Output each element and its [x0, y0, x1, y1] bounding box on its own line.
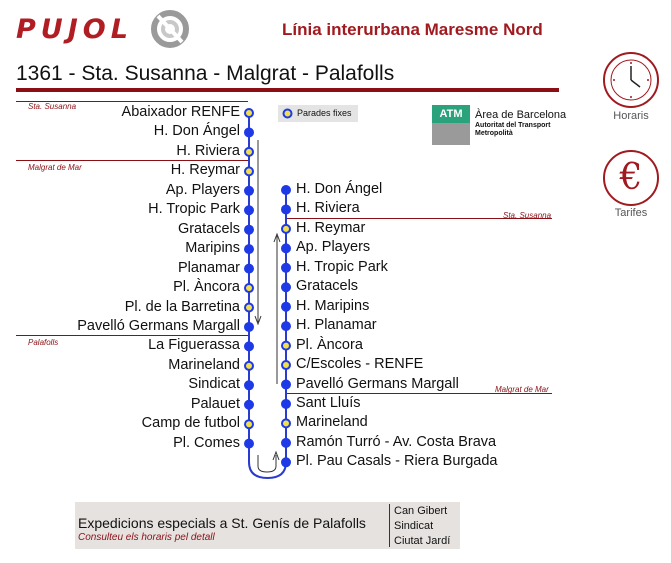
fixed-stop-marker [245, 109, 253, 117]
return-stop-name: H. Planamar [296, 317, 377, 334]
outbound-stop-name: H. Tropic Park [148, 201, 240, 218]
return-stop-name: Ramón Turró - Av. Costa Brava [296, 433, 497, 450]
return-stop-name: H. Riviera [296, 200, 360, 217]
stop-marker [245, 226, 253, 234]
return-stop-name: Pavelló Germans Margall [296, 375, 459, 392]
special-stop: Ciutat Jardí [394, 535, 451, 547]
stop-marker [282, 244, 290, 252]
clock-icon [605, 54, 657, 106]
euro-icon: € [619, 157, 643, 198]
fixed-stop-marker [282, 419, 290, 427]
fixed-stop-marker [245, 420, 253, 428]
stop-marker [245, 206, 253, 214]
outbound-stop-name: La Figuerassa [148, 337, 240, 354]
fixed-stop-marker [245, 362, 253, 370]
return-stop-name: H. Tropic Park [296, 258, 388, 275]
schedule-button[interactable] [603, 52, 659, 108]
stop-marker [282, 186, 290, 194]
outbound-stop-name: H. Riviera [176, 142, 240, 159]
outbound-stop-name: Palauet [190, 395, 240, 412]
stop-marker [245, 440, 253, 448]
stop-marker [245, 245, 253, 253]
stop-marker [282, 322, 290, 330]
fixed-stop-marker [245, 304, 253, 312]
stop-marker [245, 187, 253, 195]
outbound-stop-name: Maripins [185, 240, 240, 257]
return-stop-name: Ap. Players [296, 239, 371, 256]
legend-label: Parades fixes [297, 108, 352, 118]
stop-marker [282, 303, 290, 311]
outbound-stop-name: Gratacels [177, 220, 240, 237]
special-note: Consulteu els horaris pel detall [78, 532, 215, 543]
outbound-stop-name: Planamar [177, 259, 240, 276]
outbound-stop-name: Ap. Players [165, 181, 240, 198]
atm-title: Àrea de Barcelona [475, 109, 567, 121]
stop-marker [282, 205, 290, 213]
zone-label-right: Malgrat de Mar [495, 385, 549, 394]
stop-marker [282, 400, 290, 408]
stop-marker [282, 264, 290, 272]
outbound-stop-name: Pl. Comes [173, 434, 240, 451]
outbound-stop-name: Pl. de la Barretina [124, 298, 240, 315]
stop-marker [245, 323, 253, 331]
line-name: Línia interurbana Maresme Nord [282, 20, 543, 39]
return-stop-name: C/Escoles - RENFE [296, 356, 424, 373]
stop-marker [282, 439, 290, 447]
zone-label-left: Sta. Susanna [28, 102, 77, 111]
return-stop-name: Pl. Pau Casals - Riera Burgada [296, 453, 498, 470]
pujol-logo: PUJOL [16, 14, 133, 45]
special-stop: Sindicat [394, 520, 434, 532]
fixed-stop-marker [282, 342, 290, 350]
stop-marker [245, 381, 253, 389]
return-stop-name: Gratacels [296, 278, 359, 295]
stop-marker [282, 458, 290, 466]
atm-subtitle: Autoritat del Transport Metropolità [475, 122, 551, 137]
zone-label-right: Sta. Susanna [503, 211, 552, 220]
u-turn-arrow [258, 455, 276, 472]
fares-label[interactable]: Tarifes [614, 207, 648, 219]
return-stop-name: H. Maripins [296, 297, 370, 314]
stop-marker [245, 265, 253, 273]
outbound-stop-name: Abaixador RENFE [121, 104, 240, 120]
return-stop-name: Sant Lluís [296, 394, 361, 411]
fixed-stop-marker [245, 148, 253, 156]
special-stop: Can Gibert [394, 505, 448, 517]
stop-marker [245, 128, 253, 136]
atm-badge: ATM [432, 105, 470, 123]
fixed-stop-marker [245, 167, 253, 175]
special-divider [389, 504, 390, 547]
stop-marker [282, 381, 290, 389]
fixed-stop-marker [282, 225, 290, 233]
special-title: Expedicions especials a St. Genís de Palafolls [78, 515, 366, 531]
zone-label-left: Malgrat de Mar [28, 163, 82, 172]
outbound-stop-name: Pavelló Germans Margall [77, 317, 240, 334]
route-title: 1361 - Sta. Susanna - Malgrat - Palafolls [16, 62, 395, 85]
stop-marker [282, 283, 290, 291]
schedule-label[interactable]: Horaris [613, 110, 649, 122]
outbound-stop-name: Marineland [168, 356, 240, 373]
fixed-stop-marker [282, 361, 290, 369]
return-stop-name: H. Reymar [296, 219, 366, 236]
fares-button[interactable] [603, 150, 659, 206]
stop-marker [245, 401, 253, 409]
return-stop-name: Marineland [296, 414, 368, 431]
outbound-stop-name: H. Don Ángel [153, 123, 240, 140]
fixed-stop-marker [245, 284, 253, 292]
loop-turn [249, 462, 286, 478]
outbound-stop-name: Sindicat [188, 376, 240, 393]
outbound-stop-name: Camp de futbol [141, 415, 240, 432]
outbound-stop-name: H. Reymar [170, 162, 240, 179]
return-stop-name: Pl. Àncora [296, 336, 363, 353]
outbound-stop-name: Pl. Àncora [173, 279, 240, 296]
stop-marker [245, 342, 253, 350]
return-stop-name: H. Don Ángel [296, 181, 383, 197]
zone-label-left: Palafolls [28, 338, 59, 347]
